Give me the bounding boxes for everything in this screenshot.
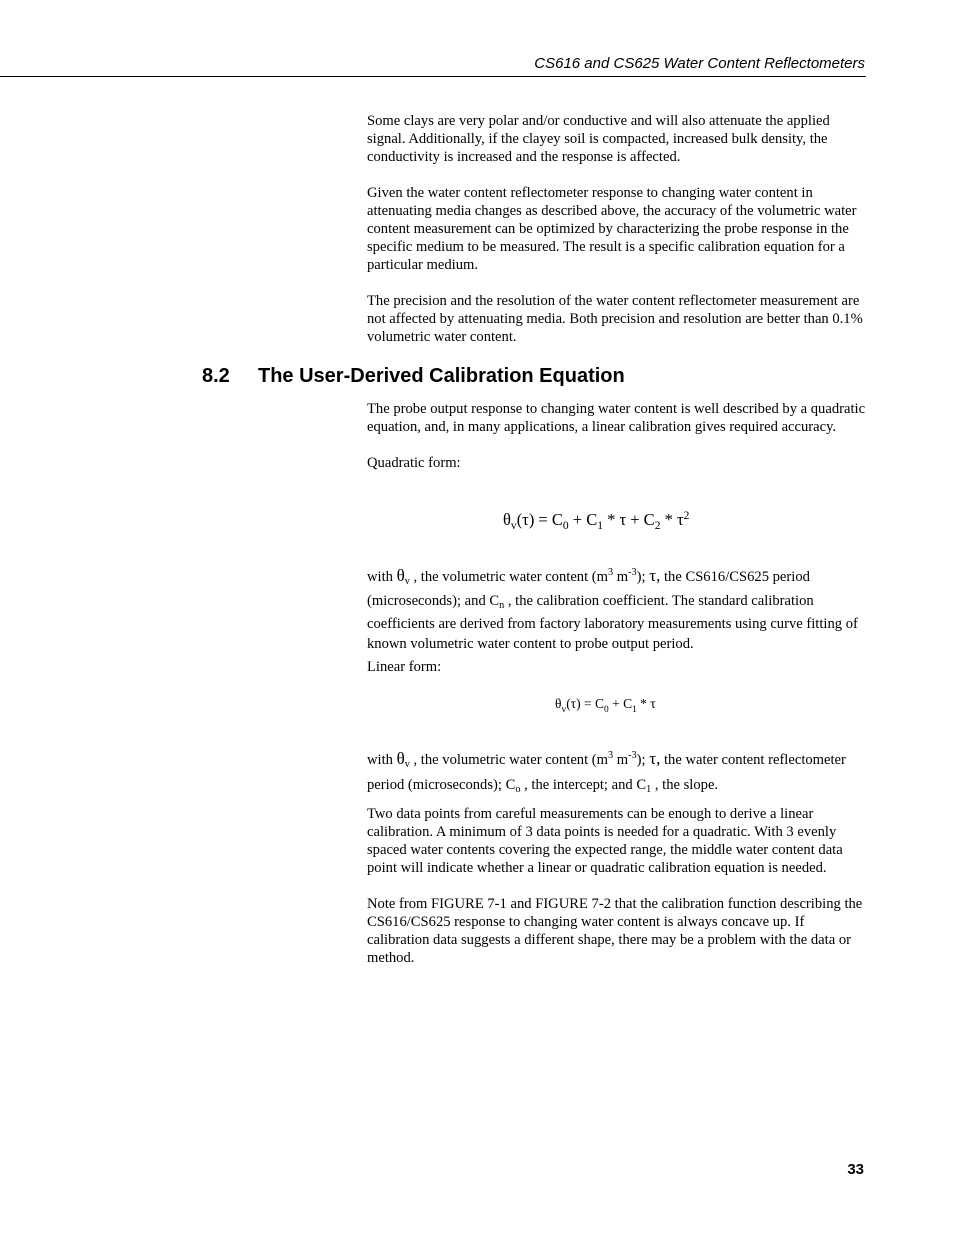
paragraph-probe-response: The probe output response to changing water content is well described by a quadratic equation, and, in many applications, a linear calibration gives required accuracy. <box>367 401 866 435</box>
page-number: 33 <box>847 1161 864 1178</box>
intro-text-block <box>367 112 867 346</box>
running-header: CS616 and CS625 Water Content Reflectometers <box>534 55 865 72</box>
section-heading <box>202 365 625 388</box>
paragraph-accuracy: Given the water content reflectometer response to changing water content in attenuating media changes as described above, the accuracy of the volumetric water content measurement can be optimized by characterizing the probe response in the specific medium to be measured. The result is a specific calibration equation for a particular medium. <box>367 185 857 273</box>
section-number: 8.2 <box>202 365 230 387</box>
section-intro-block <box>367 400 867 472</box>
closing-text-block <box>367 805 867 967</box>
paragraph-quadratic-where: with $\theta_v$ , the volumetric water content ($m^3$ $m^{-3}$); τ, the CS616/CS625 period (microseconds); and $C_n$ , the calibration coefficient. The standard calibration coefficients are derived from factory laboratory measurements using curve fitting of known volumetric water content to probe output period. <box>367 566 858 652</box>
quadratic-form-label: Quadratic form: <box>367 455 461 471</box>
quadratic-equation: $\theta_v(\tau) = C_0 + C_1 * \tau + C_2 * \tau^2$ <box>503 510 690 532</box>
section-title: The User-Derived Calibration Equation <box>258 365 625 387</box>
linear-definitions <box>367 746 867 800</box>
linear-equation: $\theta_v(\tau) = C_0 + C_1 * \tau$ <box>555 696 656 715</box>
paragraph-clays: Some clays are very polar and/or conductive and will also attenuate the applied signal. Additionally, if the clayey soil is compacted, increased bulk density, the conductivity is increased and the response is affected. <box>367 113 830 165</box>
linear-label-block <box>367 658 867 676</box>
linear-form-label: Linear form: <box>367 659 442 675</box>
paragraph-data-points: Two data points from careful measurements can be enough to derive a linear calibration. A minimum of 3 data points is needed for a quadratic. With 3 evenly spaced water contents covering the expected range, the middle water content data point will indicate whether a linear or quadratic calibration equation is needed. <box>367 806 843 876</box>
paragraph-linear-where: with $\theta_v$ , the volumetric water content ($m^3$ $m^{-3}$); τ, the water content reflectometer period (microseconds); $C_o$ , the intercept; and $C_1$ , the slope. <box>367 749 846 795</box>
quadratic-definitions <box>367 563 867 654</box>
header-rule <box>0 76 866 77</box>
paragraph-figure-note: Note from FIGURE 7-1 and FIGURE 7-2 that the calibration function describing the CS616/CS625 response to changing water content is always concave up. If calibration data suggests a different shape, there may be a problem with the data or method. <box>367 896 863 966</box>
paragraph-precision: The precision and the resolution of the water content reflectometer measurement are not affected by attenuating media. Both precision and resolution are better than 0.1% volumetric water content. <box>367 293 863 345</box>
